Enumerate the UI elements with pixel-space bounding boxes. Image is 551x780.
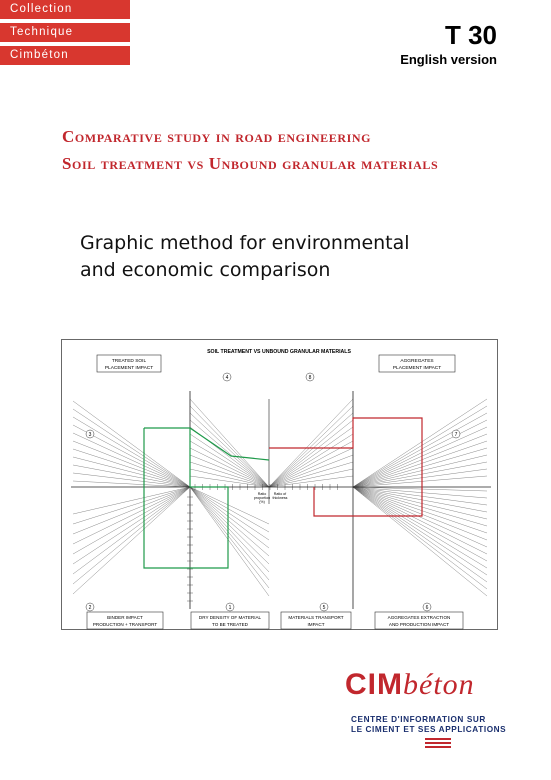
nomogram-diagram — [61, 339, 498, 630]
box-treated-soil-1: TREATED SOIL — [111, 359, 147, 364]
collection-label-2: Technique — [0, 23, 130, 42]
cimbeton-logo — [345, 668, 505, 748]
svg-text:5: 5 — [322, 605, 326, 611]
box-treated-soil-2: PLACEMENT IMPACT — [104, 366, 154, 371]
quadrant-3: 3 — [88, 432, 92, 438]
box-binder-2: PRODUCTION + TRANSPORT — [92, 622, 158, 627]
document-code: T 30 — [444, 20, 497, 50]
title-line-2: Soil treatment vs Unbound granular materials — [62, 154, 439, 173]
box-transport-1: MATERIALS TRANSPORT — [288, 615, 344, 620]
box-aggregates-1: AGGREGATES — [400, 359, 434, 364]
quadrant-7: 7 — [454, 432, 458, 438]
svg-text:Ratio of: Ratio of — [273, 492, 287, 496]
box-transport-2: IMPACT — [307, 622, 325, 627]
document-version: English version — [400, 52, 497, 67]
quadrant-4: 4 — [225, 375, 229, 381]
svg-text:(%): (%) — [259, 500, 265, 504]
collection-label-1: Collection — [0, 0, 130, 19]
svg-text:thickness: thickness — [272, 496, 288, 500]
svg-text:2: 2 — [88, 605, 92, 611]
svg-text:6: 6 — [425, 605, 429, 611]
svg-text:1: 1 — [228, 605, 232, 611]
box-binder-1: BINDER IMPACT — [107, 615, 143, 620]
svg-text:Ratio: Ratio — [257, 492, 267, 496]
box-dry-density-2: TO BE TREATED — [212, 622, 248, 627]
logo-bars — [425, 738, 451, 750]
title-line-1: Comparative study in road engineering — [62, 127, 372, 146]
box-aggregates-2: PLACEMENT IMPACT — [392, 366, 442, 371]
logo-wordmark: CIMbéton — [345, 668, 475, 701]
box-dry-density-1: DRY DENSITY OF MATERIAL — [198, 615, 262, 620]
logo-tagline-2: LE CIMENT ET SES APPLICATIONS — [351, 725, 507, 734]
subtitle-line-2: and economic comparison — [80, 259, 331, 281]
diagram-heading: SOIL TREATMENT VS UNBOUND GRANULAR MATERIALS — [207, 349, 351, 355]
box-extraction-2: AND PRODUCTION IMPACT — [388, 622, 450, 627]
logo-tagline-1: CENTRE D'INFORMATION SUR — [351, 715, 486, 724]
svg-text:proportion: proportion — [253, 496, 271, 500]
quadrant-8: 8 — [308, 375, 312, 381]
subtitle-line-1: Graphic method for environmental — [80, 232, 410, 254]
collection-label-3: Cimbéton — [0, 46, 130, 65]
box-extraction-1: AGGREGATES EXTRACTION — [387, 615, 451, 620]
